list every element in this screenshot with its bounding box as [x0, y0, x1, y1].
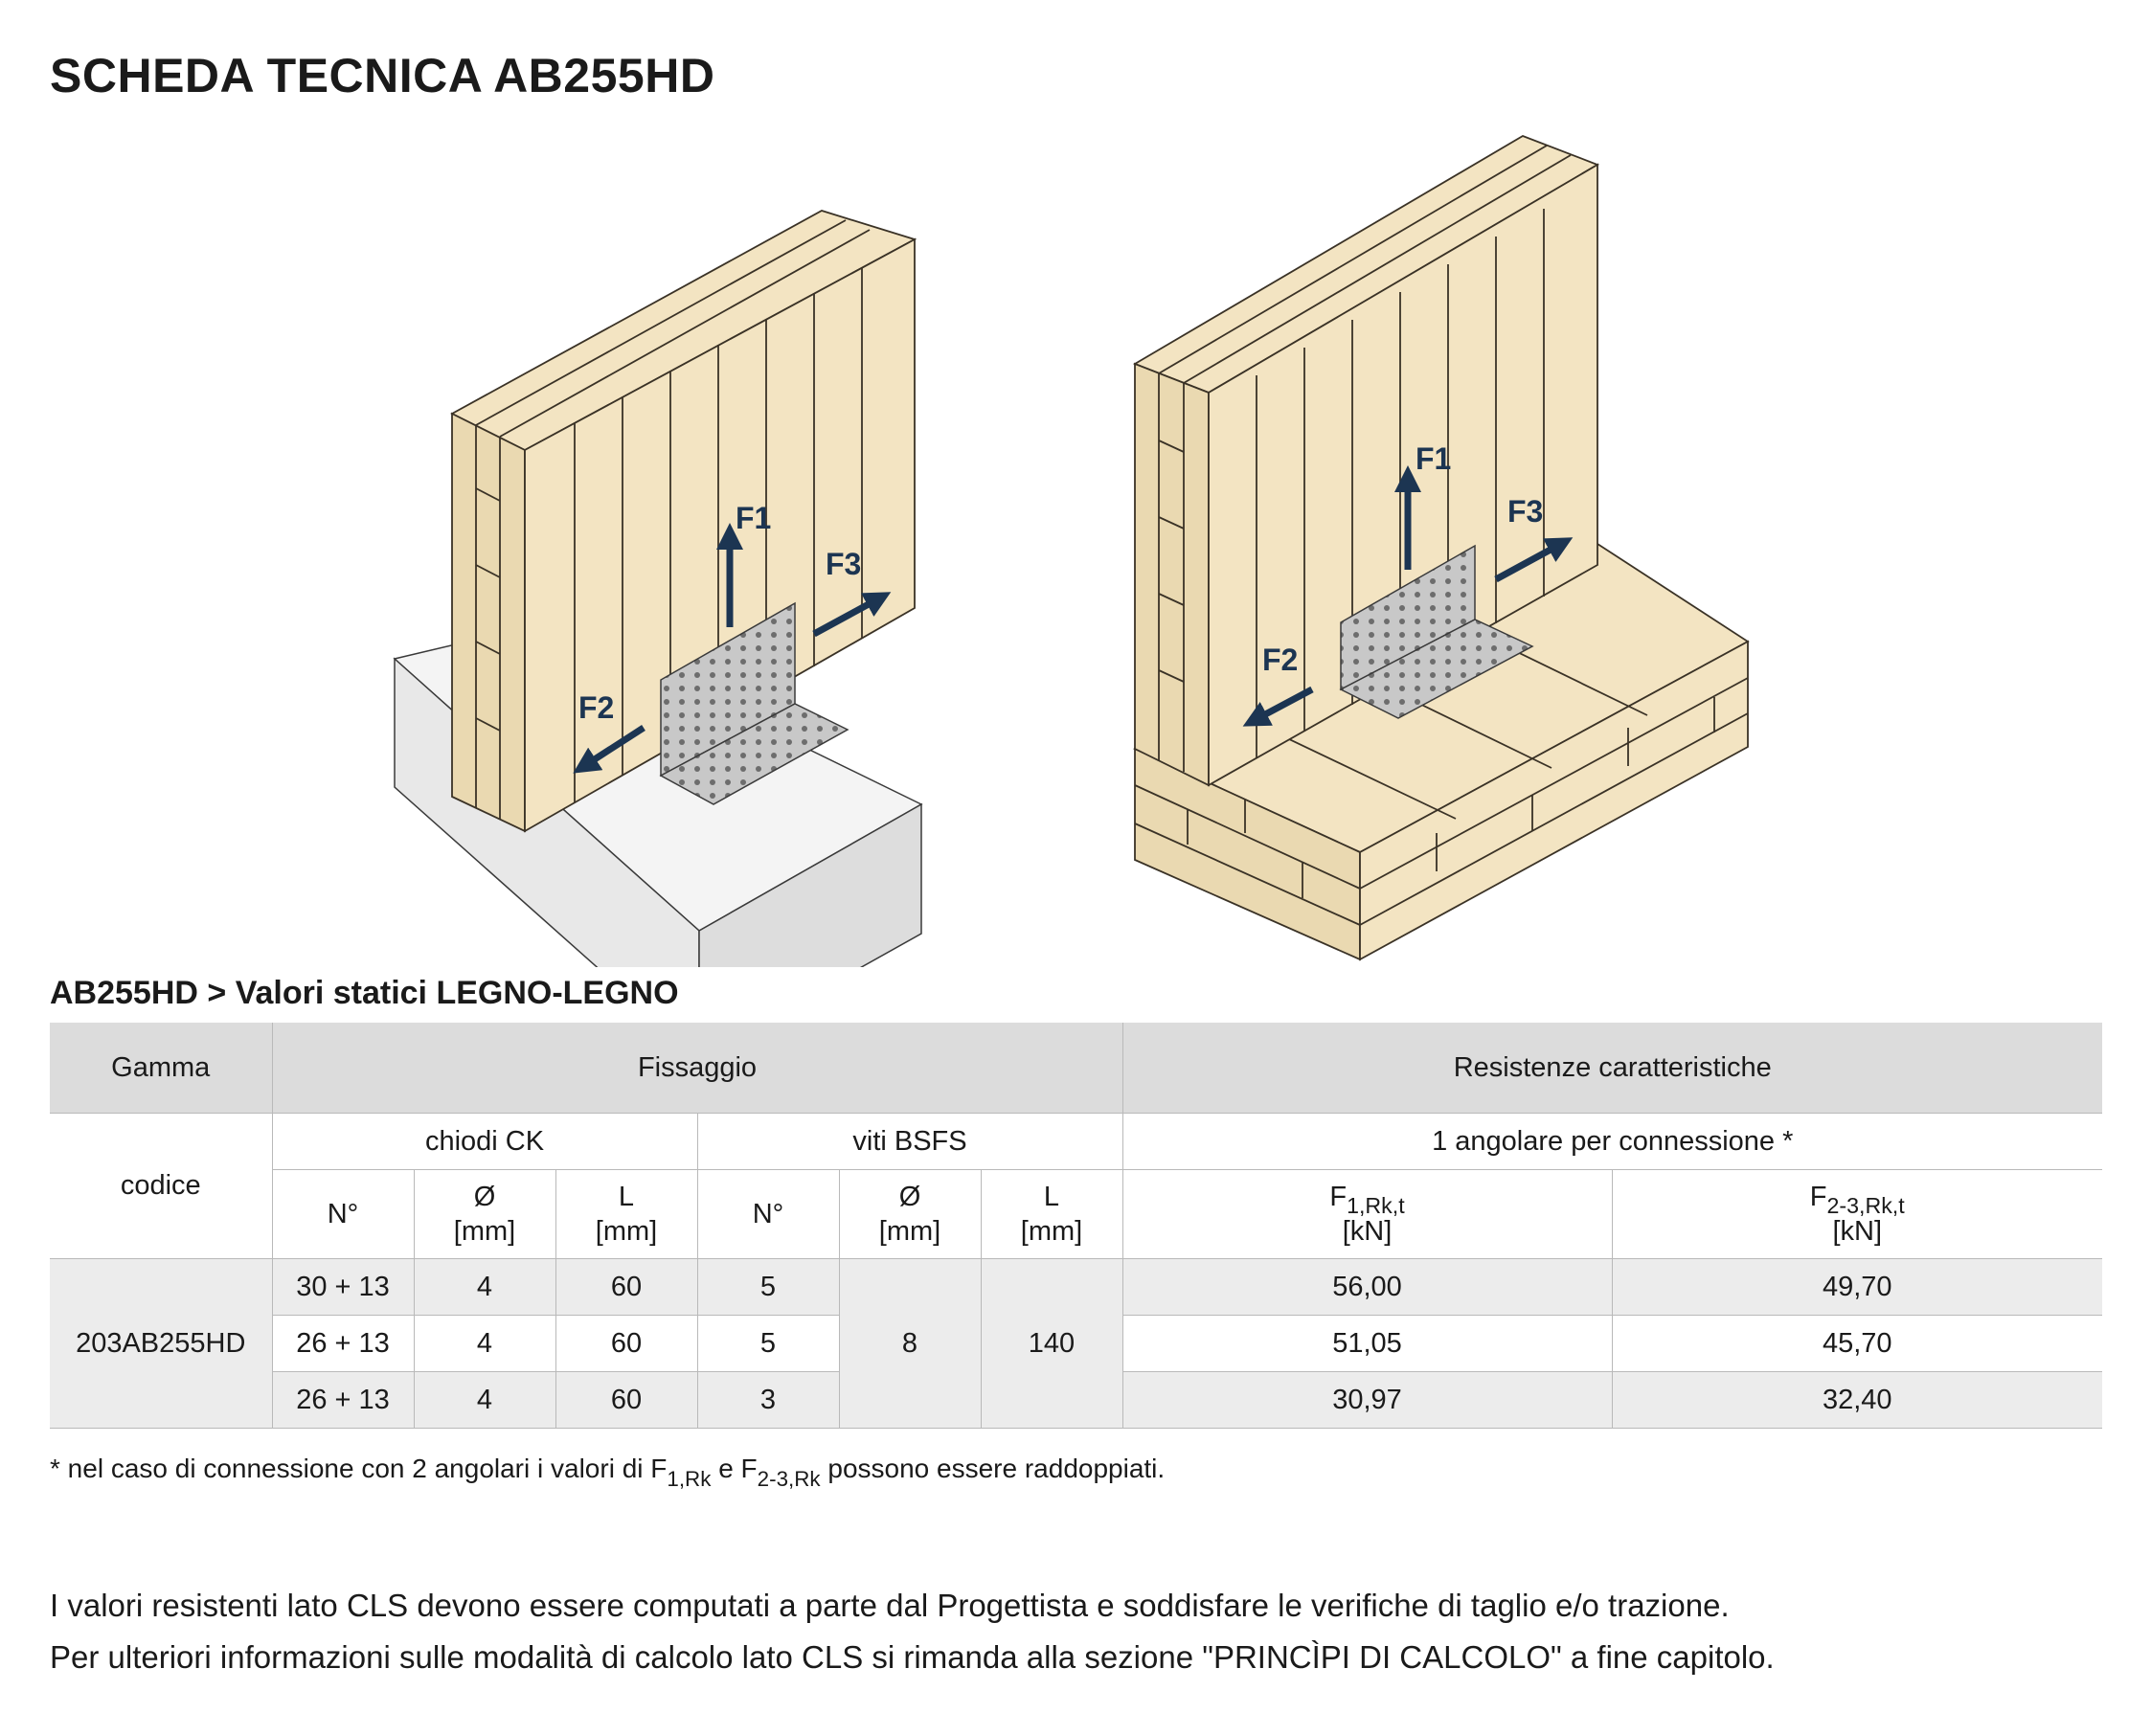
label-f3-right: F3 — [1507, 494, 1544, 529]
col-viti-diam — [839, 1170, 981, 1259]
label-f1-right: F1 — [1416, 441, 1452, 476]
col-label: N° — [327, 1199, 359, 1229]
col-unit: [mm] — [453, 1216, 516, 1247]
cell-f23: 49,70 — [1612, 1259, 2102, 1316]
label-f1: F1 — [736, 501, 772, 535]
header-gamma: Gamma — [50, 1023, 272, 1114]
col-viti-n — [697, 1170, 839, 1259]
col-label: F — [1329, 1182, 1348, 1212]
cell-viti-n: 5 — [697, 1259, 839, 1316]
col-chiodi-diam — [414, 1170, 555, 1259]
cell-f1: 56,00 — [1122, 1259, 1612, 1316]
footnote-sub: 1,Rk — [667, 1466, 712, 1491]
cell-f1: 51,05 — [1122, 1316, 1612, 1372]
footnote-text: * nel caso di connessione con 2 angolari i valori di F — [50, 1454, 668, 1483]
col-unit: [kN] — [1832, 1216, 1883, 1247]
col-viti-l — [981, 1170, 1122, 1259]
header-viti: viti BSFS — [697, 1114, 1122, 1170]
col-label: F — [1809, 1182, 1827, 1212]
cell-chiodi-n: 26 + 13 — [272, 1316, 414, 1372]
col-label-sub: 2-3,Rk,t — [1826, 1193, 1905, 1219]
cell-viti-d: 8 — [839, 1259, 981, 1429]
illustration-timber-on-timber — [1135, 136, 1748, 959]
illustrations — [0, 105, 2129, 967]
footnote — [50, 1454, 1166, 1491]
table-column-row — [50, 1170, 2102, 1259]
label-f2-right: F2 — [1262, 643, 1299, 677]
footnote-text: possono essere raddoppiati. — [820, 1454, 1166, 1483]
col-label-sub: 1,Rk,t — [1347, 1193, 1405, 1219]
cell-chiodi-l: 60 — [555, 1372, 697, 1429]
col-label: N° — [752, 1199, 784, 1229]
cell-chiodi-n: 26 + 13 — [272, 1372, 414, 1429]
header-chiodi: chiodi CK — [272, 1114, 697, 1170]
cell-viti-n: 3 — [697, 1372, 839, 1429]
illustration-timber-on-concrete — [395, 211, 921, 967]
col-label: L — [618, 1182, 635, 1212]
notes-paragraph — [50, 1580, 1775, 1683]
footnote-sub: 2-3,Rk — [757, 1466, 821, 1491]
table-subheader-row — [50, 1114, 2102, 1170]
col-label: L — [1043, 1182, 1060, 1212]
col-unit: [kN] — [1342, 1216, 1393, 1247]
col-chiodi-n — [272, 1170, 414, 1259]
col-label: Ø — [898, 1182, 921, 1212]
cell-chiodi-n: 30 + 13 — [272, 1259, 414, 1316]
cell-chiodi-d: 4 — [414, 1316, 555, 1372]
cell-code: 203AB255HD — [50, 1259, 272, 1429]
col-unit: [mm] — [595, 1216, 658, 1247]
col-chiodi-l — [555, 1170, 697, 1259]
cell-f23: 45,70 — [1612, 1316, 2102, 1372]
col-unit: [mm] — [1020, 1216, 1083, 1247]
header-fissaggio: Fissaggio — [272, 1023, 1122, 1114]
cell-chiodi-d: 4 — [414, 1372, 555, 1429]
label-f2: F2 — [578, 690, 615, 725]
table-title: AB255HD > Valori statici LEGNO-LEGNO — [50, 975, 679, 1011]
cell-chiodi-d: 4 — [414, 1259, 555, 1316]
cell-viti-n: 5 — [697, 1316, 839, 1372]
cell-chiodi-l: 60 — [555, 1316, 697, 1372]
notes-line-1: I valori resistenti lato CLS devono essere computati a parte dal Progettista e soddisfare le verifiche di taglio e/o trazione. — [50, 1588, 1730, 1623]
header-resistenze: Resistenze caratteristiche — [1122, 1023, 2102, 1114]
page-title: SCHEDA TECNICA AB255HD — [50, 49, 715, 102]
notes-line-2: Per ulteriori informazioni sulle modalità di calcolo lato CLS si rimanda alla sezione "PRINCÌPI DI CALCOLO" a fine capitolo. — [50, 1639, 1775, 1675]
cell-f23: 32,40 — [1612, 1372, 2102, 1429]
col-label: Ø — [473, 1182, 496, 1212]
col-f23 — [1612, 1170, 2102, 1259]
static-values-table — [50, 1023, 2102, 1429]
cell-viti-l: 140 — [981, 1259, 1122, 1429]
cell-chiodi-l: 60 — [555, 1259, 697, 1316]
col-unit: [mm] — [878, 1216, 941, 1247]
header-angolare: 1 angolare per connessione * — [1122, 1114, 2102, 1170]
label-f3: F3 — [826, 547, 862, 581]
col-f1 — [1122, 1170, 1612, 1259]
header-codice: codice — [50, 1114, 272, 1259]
table-row — [50, 1259, 2102, 1316]
table-header-row — [50, 1023, 2102, 1114]
footnote-text: e F — [711, 1454, 758, 1483]
cell-f1: 30,97 — [1122, 1372, 1612, 1429]
